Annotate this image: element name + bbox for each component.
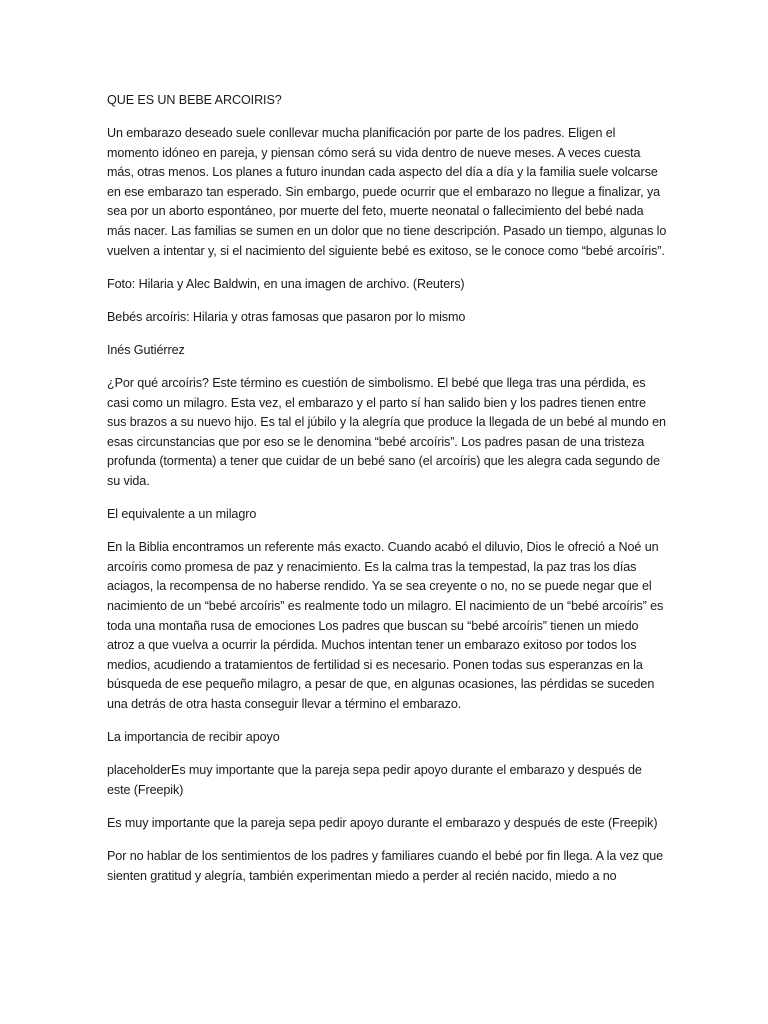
section-heading-support: La importancia de recibir apoyo <box>107 730 280 745</box>
image-caption: Es muy importante que la pareja sepa pedir apoyo durante el embarazo y después de este (Freepik) <box>107 815 658 830</box>
author-name: Inés Gutiérrez <box>107 342 185 357</box>
rainbow-meaning-paragraph: ¿Por qué arcoíris? Este término es cuestión de simbolismo. El bebé que llega tras una pérdida, es casi como un milagro. Esta vez, el embarazo y el parto sí han salido bien y los padres tienen entre sus brazos a su nuevo hijo. Es tal el júbilo y la alegría que produce la llegada de un bebé al mundo en esas circunstancias que por eso se le denomina “bebé arcoíris”. Los padres pasan de una tristeza profunda (tormenta) a tener que cuidar de un bebé sano (el arcoíris) que les alegra cada segundo de su vida. <box>107 376 666 488</box>
document-title: QUE ES UN BEBE ARCOIRIS? <box>107 93 282 107</box>
document-body <box>107 91 667 900</box>
bible-paragraph: En la Biblia encontramos un referente más exacto. Cuando acabó el diluvio, Dios le ofreció a Noé un arcoíris como promesa de paz y renacimiento. Es la calma tras la tempestad, la paz tras los días aciagos, la recompensa de no haberse rendido. Ya se sea creyente o no, no se puede negar que el nacimiento de un “bebé arcoíris” es realmente todo un milagro. El nacimiento de un “bebé arcoíris” es toda una montaña rusa de emociones Los padres que buscan su “bebé arcoíris” tienen un miedo atroz a que vuelva a ocurrir la pérdida. Muchos intentan tener un embarazo exitoso por todos los medios, acudiendo a tratamientos de fertilidad si es necesario. Ponen todas sus esperanzas en la búsqueda de ese pequeño milagro, a pesar de que, en algunas ocasiones, las pérdidas se suceden una detrás de otra hasta conseguir llevar a término el embarazo. <box>107 540 664 711</box>
article-subtitle: Bebés arcoíris: Hilaria y otras famosas que pasaron por lo mismo <box>107 309 466 324</box>
feelings-paragraph: Por no hablar de los sentimientos de los padres y familiares cuando el bebé por fin llega. A la vez que sienten gratitud y alegría, también experimentan miedo a perder al recién nacido, miedo a no <box>107 848 664 883</box>
image-placeholder-caption: placeholderEs muy importante que la pareja sepa pedir apoyo durante el embarazo y después de este (Freepik) <box>107 763 642 797</box>
photo-caption: Foto: Hilaria y Alec Baldwin, en una imagen de archivo. (Reuters) <box>107 276 465 291</box>
intro-paragraph: Un embarazo deseado suele conllevar mucha planificación por parte de los padres. Eligen el momento idóneo en pareja, y piensan cómo será su vida dentro de nueve meses. A veces cuesta más, otras menos. Los planes a futuro inundan cada aspecto del día a día y la familia suele volcarse en ese embarazo tan esperado. Sin embargo, puede ocurrir que el embarazo no llegue a finalizar, ya sea por un aborto espontáneo, por muerte del feto, muerte neonatal o fallecimiento del bebé nada más nacer. Las familias se sumen en un dolor que no tiene descripción. Pasado un tiempo, algunas lo vuelven a intentar y, si el nacimiento del siguiente bebé es exitoso, se le conoce como “bebé arcoíris”. <box>107 126 667 258</box>
section-heading-miracle: El equivalente a un milagro <box>107 507 257 522</box>
